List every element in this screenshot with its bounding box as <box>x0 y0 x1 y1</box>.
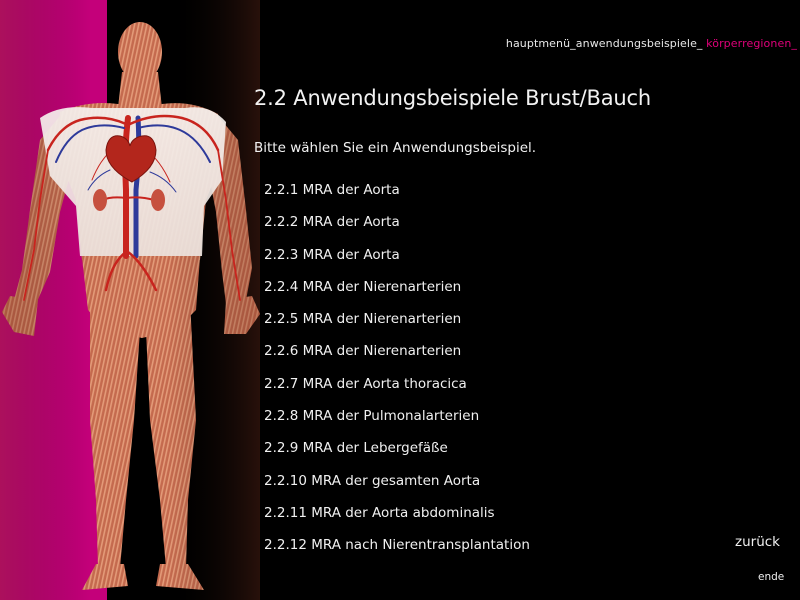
breadcrumb-item-anwendungsbeispiele[interactable]: anwendungsbeispiele_ <box>575 37 703 50</box>
human-anatomy-illustration <box>0 0 260 600</box>
example-item-2-2-1[interactable]: 2.2.1 MRA der Aorta <box>264 182 400 198</box>
example-item-2-2-9[interactable]: 2.2.9 MRA der Lebergefäße <box>264 440 448 457</box>
example-item-2-2-8[interactable]: 2.2.8 MRA der Pulmonalarterien <box>264 408 480 425</box>
example-item-2-2-11[interactable]: 2.2.11 MRA der Aorta abdominalis <box>264 504 495 521</box>
left-kidney-icon <box>93 189 107 211</box>
breadcrumb-item-koerperregionen: körperregionen_ <box>706 37 797 50</box>
example-item-2-2-12[interactable]: 2.2.12 MRA nach Nierentransplantation <box>264 537 530 554</box>
breadcrumb <box>506 37 797 50</box>
end-button[interactable]: ende <box>758 571 785 583</box>
example-item-2-2-5[interactable]: 2.2.5 MRA der Nierenarterien <box>264 311 462 328</box>
breadcrumb-item-hauptmenue[interactable]: hauptmenü_ <box>505 37 576 50</box>
example-item-2-2-7[interactable]: 2.2.7 MRA der Aorta thoracica <box>264 375 467 392</box>
example-item-2-2-3[interactable]: 2.2.3 MRA der Aorta <box>264 246 400 263</box>
example-list <box>264 180 530 568</box>
page-title: 2.2 Anwendungsbeispiele Brust/Bauch <box>254 86 651 110</box>
example-item-2-2-2[interactable]: 2.2.2 MRA der Aorta <box>264 214 400 231</box>
right-kidney-icon <box>151 189 165 211</box>
example-item-2-2-10[interactable]: 2.2.10 MRA der gesamten Aorta <box>264 472 481 489</box>
body-silhouette <box>0 0 260 600</box>
example-item-2-2-6[interactable]: 2.2.6 MRA der Nierenarterien <box>264 343 462 360</box>
example-item-2-2-4[interactable]: 2.2.4 MRA der Nierenarterien <box>264 278 462 295</box>
instruction-text: Bitte wählen Sie ein Anwendungsbeispiel. <box>254 140 537 156</box>
back-button[interactable]: zurück <box>735 534 780 550</box>
